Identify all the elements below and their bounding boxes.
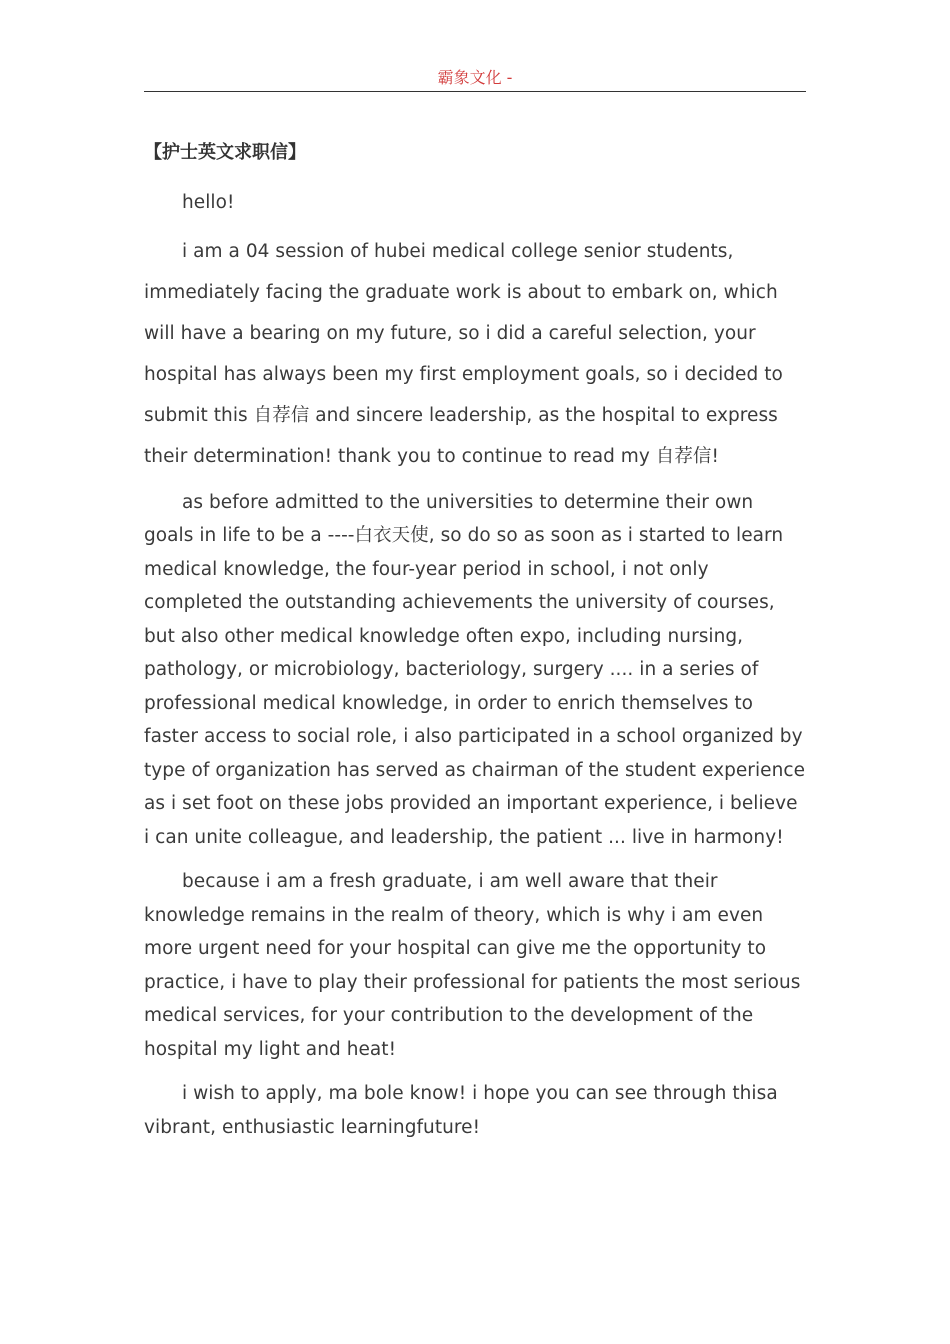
paragraph-greeting: hello! [182, 192, 235, 213]
paragraph-motivation: because i am a fresh graduate, i am well aware that their knowledge remains in the realm of theory, which is why i am even more urgent need for your hospital can give me the opportunity to practice, i have to play their professional for patients the most serious medical services, for your contribution to the development of the hospital my light and heat! [144, 871, 801, 1060]
page-header [144, 64, 806, 92]
paragraph-education: as before admitted to the universities to determine their own goals in life to be a ----白衣天使, so do so as soon as i started to learn medical knowledge, the four-year period in school, i not only completed the outstanding achievements the university of courses, but also other medical knowledge often expo, including nursing, pathology, or microbiology, bacteriology, surgery .... in a series of professional medical knowledge, in order to enrich themselves to faster access to social role, i also participated in a school organized by type of organization has served as chairman of the student experience as i set foot on these jobs provided an important experience, i believe i can unite colleague, and leadership, the patient ... live in harmony! [144, 491, 806, 848]
document-body [144, 137, 806, 1155]
document-title: 【护士英文求职信】 [144, 142, 306, 163]
header-brand-text: 霸象文化 - [437, 68, 513, 87]
paragraph-closing: i wish to apply, ma bole know! i hope you can see through thisa vibrant, enthusiastic learningfuture! [144, 1083, 778, 1138]
paragraph-introduction: i am a 04 session of hubei medical college senior students, immediately facing the graduate work is about to embark on, which will have a bearing on my future, so i did a careful selection, your hospital has always been my first employment goals, so i decided to submit this 自荐信 and sincere leadership, as the hospital to express their determination! thank you to continue to read my 自荐信! [144, 240, 783, 467]
